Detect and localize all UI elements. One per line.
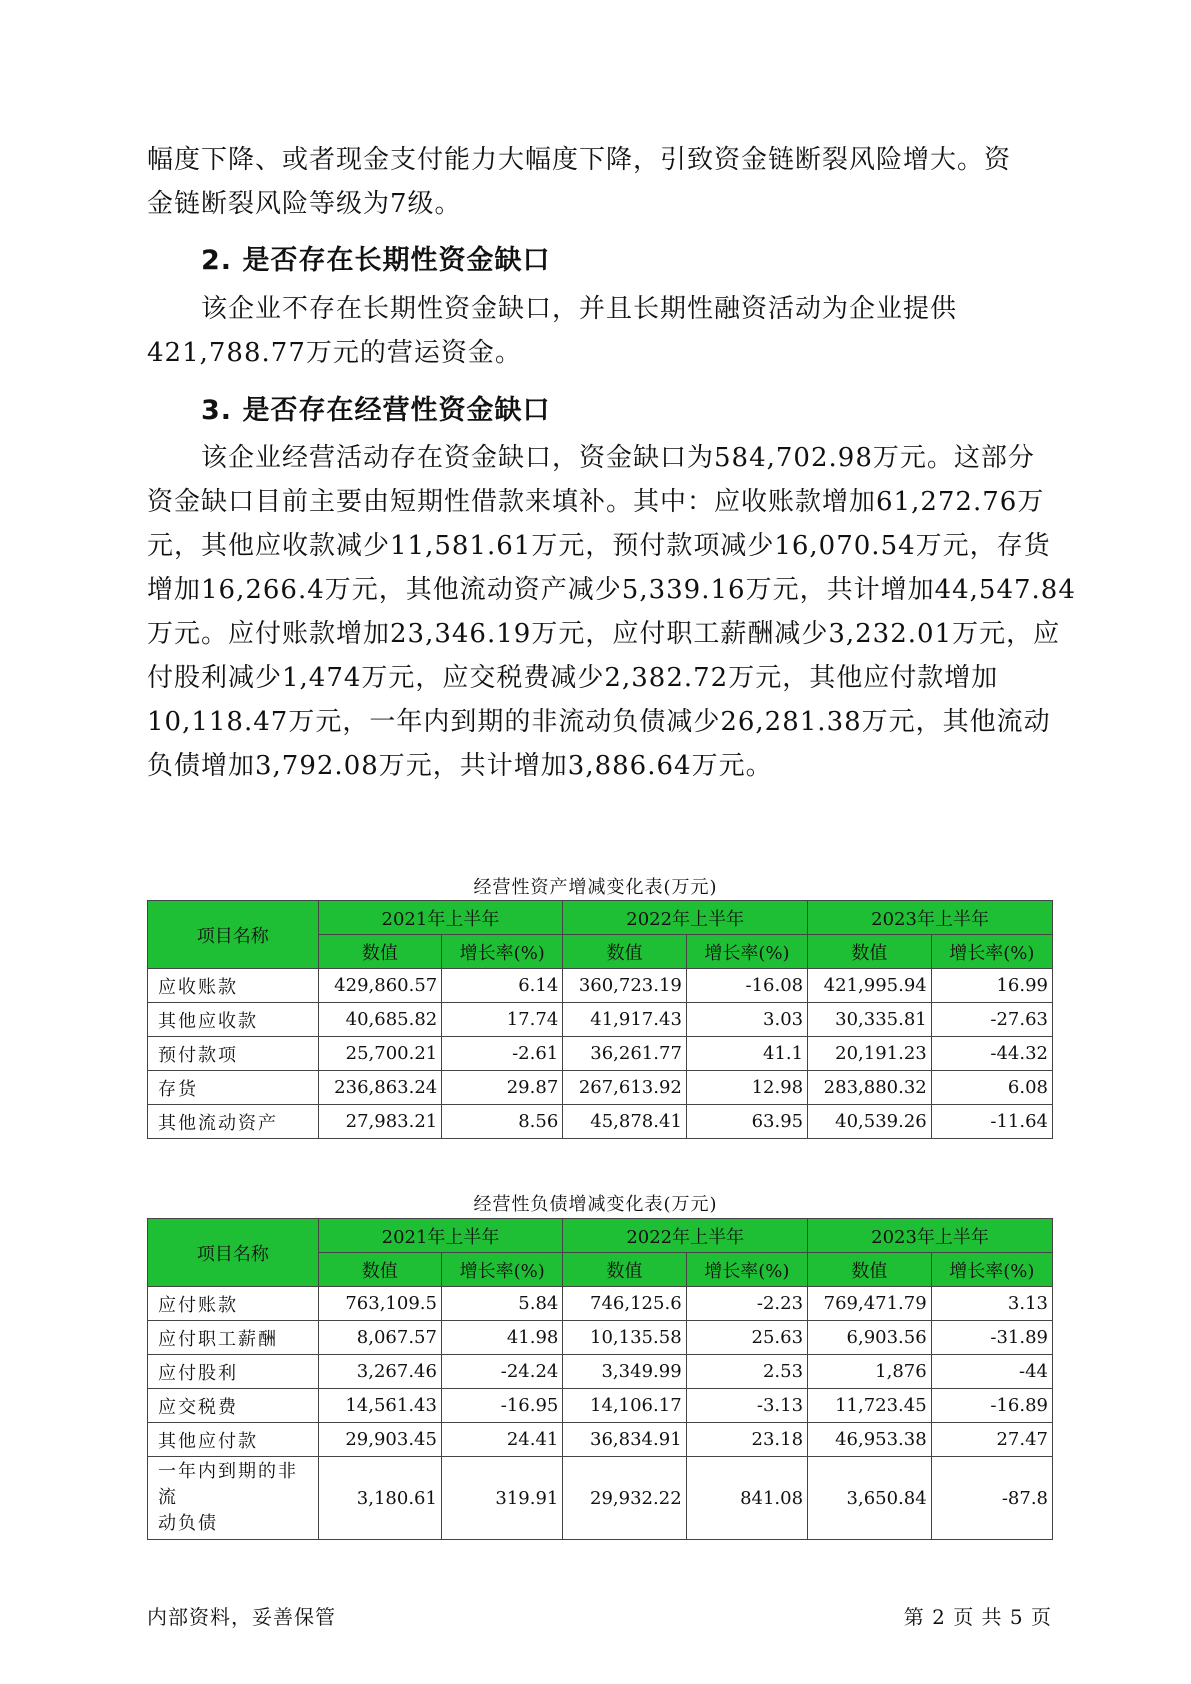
value-cell: 236,863.24 bbox=[318, 1071, 442, 1105]
period-header: 2023年上半年 bbox=[808, 1219, 1053, 1253]
table-row bbox=[148, 1105, 1053, 1139]
table-row bbox=[148, 1389, 1053, 1423]
section-3-line: 增加16,266.4万元，其他流动资产减少5,339.16万元，共计增加44,547.84 bbox=[147, 575, 1076, 605]
growth-rate-cell: -24.24 bbox=[441, 1355, 562, 1389]
section-3-line: 10,118.47万元，一年内到期的非流动负债减少26,281.38万元，其他流动 bbox=[147, 707, 1051, 737]
row-item-name: 应收账款 bbox=[148, 969, 319, 1003]
growth-rate-cell: 6.08 bbox=[931, 1071, 1052, 1105]
growth-rate-cell: -44 bbox=[931, 1355, 1052, 1389]
growth-rate-cell: 841.08 bbox=[686, 1457, 807, 1540]
growth-rate-cell: -3.13 bbox=[686, 1389, 807, 1423]
table-row bbox=[148, 1071, 1053, 1105]
sub-header-value: 数值 bbox=[808, 935, 932, 969]
asset-change-table bbox=[147, 900, 1053, 1139]
value-cell: 45,878.41 bbox=[563, 1105, 687, 1139]
value-cell: 6,903.56 bbox=[808, 1321, 932, 1355]
row-item-name-line: 一年内到期的非流 bbox=[158, 1461, 298, 1508]
growth-rate-cell: -44.32 bbox=[931, 1037, 1052, 1071]
value-cell: 29,932.22 bbox=[563, 1457, 686, 1540]
value-cell: 36,261.77 bbox=[563, 1037, 687, 1071]
asset-table-title: 经营性资产增减变化表(万元) bbox=[473, 877, 718, 898]
sub-header-growth: 增长率(%) bbox=[686, 935, 807, 969]
row-item-name-line: 动负债 bbox=[158, 1513, 218, 1534]
row-item-name: 应付职工薪酬 bbox=[148, 1321, 319, 1355]
growth-rate-cell: 12.98 bbox=[686, 1071, 807, 1105]
growth-rate-cell: -2.61 bbox=[442, 1037, 563, 1071]
table-row bbox=[148, 1037, 1053, 1071]
section-2-paragraph bbox=[147, 287, 1047, 375]
value-cell: 3,180.61 bbox=[318, 1457, 441, 1540]
value-cell: 267,613.92 bbox=[563, 1071, 687, 1105]
intro-paragraph bbox=[147, 138, 1047, 226]
growth-rate-cell: 16.99 bbox=[931, 969, 1052, 1003]
growth-rate-cell: -11.64 bbox=[931, 1105, 1052, 1139]
section-3-line: 元，其他应收款减少11,581.61万元，预付款项减少16,070.54万元，存货 bbox=[147, 531, 1051, 561]
section-3-line: 付股利减少1,474万元，应交税费减少2,382.72万元，其他应付款增加 bbox=[147, 663, 999, 693]
growth-rate-cell: -31.89 bbox=[931, 1321, 1052, 1355]
growth-rate-cell: 3.13 bbox=[931, 1287, 1052, 1321]
sub-header-value: 数值 bbox=[808, 1253, 932, 1287]
growth-rate-cell: 25.63 bbox=[686, 1321, 807, 1355]
value-cell: 763,109.5 bbox=[318, 1287, 441, 1321]
sub-header-growth: 增长率(%) bbox=[441, 1253, 562, 1287]
row-item-name: 应付股利 bbox=[148, 1355, 319, 1389]
growth-rate-cell: 41.1 bbox=[686, 1037, 807, 1071]
growth-rate-cell: 63.95 bbox=[686, 1105, 807, 1139]
value-cell: 429,860.57 bbox=[318, 969, 442, 1003]
sub-header-growth: 增长率(%) bbox=[931, 935, 1052, 969]
table-row bbox=[148, 1457, 1053, 1540]
growth-rate-cell: -87.8 bbox=[931, 1457, 1052, 1540]
section-2-line: 该企业不存在长期性资金缺口，并且长期性融资活动为企业提供 bbox=[201, 294, 958, 324]
section-2-line: 421,788.77万元的营运资金。 bbox=[147, 338, 522, 368]
growth-rate-cell: 24.41 bbox=[441, 1423, 562, 1457]
value-cell: 8,067.57 bbox=[318, 1321, 441, 1355]
period-header: 2021年上半年 bbox=[318, 1219, 563, 1253]
value-cell: 11,723.45 bbox=[808, 1389, 932, 1423]
table-row bbox=[148, 1287, 1053, 1321]
growth-rate-cell: 6.14 bbox=[442, 969, 563, 1003]
period-header: 2021年上半年 bbox=[318, 901, 563, 935]
value-cell: 27,983.21 bbox=[318, 1105, 442, 1139]
value-cell: 3,267.46 bbox=[318, 1355, 441, 1389]
footer-page-number: 第 2 页 共 5 页 bbox=[903, 1605, 1052, 1629]
row-item-name bbox=[148, 1457, 319, 1540]
value-cell: 20,191.23 bbox=[808, 1037, 932, 1071]
growth-rate-cell: 41.98 bbox=[441, 1321, 562, 1355]
growth-rate-cell: 3.03 bbox=[686, 1003, 807, 1037]
liability-change-table bbox=[147, 1218, 1053, 1540]
growth-rate-cell: 2.53 bbox=[686, 1355, 807, 1389]
table-row bbox=[148, 1423, 1053, 1457]
section-3-line: 负债增加3,792.08万元，共计增加3,886.64万元。 bbox=[147, 751, 773, 781]
value-cell: 41,917.43 bbox=[563, 1003, 687, 1037]
growth-rate-cell: -16.89 bbox=[931, 1389, 1052, 1423]
value-cell: 283,880.32 bbox=[808, 1071, 932, 1105]
period-header: 2023年上半年 bbox=[808, 901, 1053, 935]
liability-table-title: 经营性负债增减变化表(万元) bbox=[473, 1194, 718, 1215]
sub-header-value: 数值 bbox=[318, 935, 442, 969]
section-2-heading: 2. 是否存在长期性资金缺口 bbox=[201, 245, 551, 276]
value-cell: 3,349.99 bbox=[563, 1355, 686, 1389]
value-cell: 1,876 bbox=[808, 1355, 932, 1389]
value-cell: 30,335.81 bbox=[808, 1003, 932, 1037]
value-cell: 40,685.82 bbox=[318, 1003, 442, 1037]
growth-rate-cell: -16.95 bbox=[441, 1389, 562, 1423]
growth-rate-cell: 5.84 bbox=[441, 1287, 562, 1321]
table-row bbox=[148, 1355, 1053, 1389]
growth-rate-cell: 27.47 bbox=[931, 1423, 1052, 1457]
value-cell: 14,106.17 bbox=[563, 1389, 686, 1423]
value-cell: 3,650.84 bbox=[808, 1457, 932, 1540]
sub-header-value: 数值 bbox=[563, 1253, 686, 1287]
row-item-name: 应付账款 bbox=[148, 1287, 319, 1321]
value-cell: 36,834.91 bbox=[563, 1423, 686, 1457]
section-3-line: 万元。应付账款增加23,346.19万元，应付职工薪酬减少3,232.01万元，应 bbox=[147, 619, 1061, 649]
table-row bbox=[148, 969, 1053, 1003]
section-3-paragraph bbox=[147, 436, 1076, 788]
row-item-name: 存货 bbox=[148, 1071, 319, 1105]
growth-rate-cell: 319.91 bbox=[441, 1457, 562, 1540]
intro-line: 金链断裂风险等级为7级。 bbox=[147, 189, 462, 219]
growth-rate-cell: -16.08 bbox=[686, 969, 807, 1003]
growth-rate-cell: 23.18 bbox=[686, 1423, 807, 1457]
column-header-item-name: 项目名称 bbox=[148, 1219, 319, 1287]
table-row bbox=[148, 1321, 1053, 1355]
section-3-heading: 3. 是否存在经营性资金缺口 bbox=[201, 395, 551, 426]
value-cell: 46,953.38 bbox=[808, 1423, 932, 1457]
value-cell: 421,995.94 bbox=[808, 969, 932, 1003]
sub-header-value: 数值 bbox=[563, 935, 687, 969]
row-item-name: 其他应付款 bbox=[148, 1423, 319, 1457]
footer-confidential-note: 内部资料，妥善保管 bbox=[147, 1605, 336, 1629]
row-item-name: 预付款项 bbox=[148, 1037, 319, 1071]
growth-rate-cell: 29.87 bbox=[442, 1071, 563, 1105]
sub-header-growth: 增长率(%) bbox=[931, 1253, 1052, 1287]
value-cell: 29,903.45 bbox=[318, 1423, 441, 1457]
sub-header-growth: 增长率(%) bbox=[686, 1253, 807, 1287]
section-3-line: 资金缺口目前主要由短期性借款来填补。其中：应收账款增加61,272.76万 bbox=[147, 487, 1045, 517]
value-cell: 769,471.79 bbox=[808, 1287, 932, 1321]
growth-rate-cell: 8.56 bbox=[442, 1105, 563, 1139]
growth-rate-cell: -2.23 bbox=[686, 1287, 807, 1321]
row-item-name: 其他应收款 bbox=[148, 1003, 319, 1037]
value-cell: 14,561.43 bbox=[318, 1389, 441, 1423]
period-header: 2022年上半年 bbox=[563, 1219, 808, 1253]
row-item-name: 其他流动资产 bbox=[148, 1105, 319, 1139]
growth-rate-cell: -27.63 bbox=[931, 1003, 1052, 1037]
value-cell: 360,723.19 bbox=[563, 969, 687, 1003]
asset-table-body bbox=[148, 969, 1053, 1139]
row-item-name: 应交税费 bbox=[148, 1389, 319, 1423]
intro-line: 幅度下降、或者现金支付能力大幅度下降，引致资金链断裂风险增大。资 bbox=[147, 145, 1012, 175]
sub-header-growth: 增长率(%) bbox=[442, 935, 563, 969]
liability-table-body bbox=[148, 1287, 1053, 1540]
value-cell: 746,125.6 bbox=[563, 1287, 686, 1321]
value-cell: 40,539.26 bbox=[808, 1105, 932, 1139]
column-header-item-name: 项目名称 bbox=[148, 901, 319, 969]
sub-header-value: 数值 bbox=[318, 1253, 441, 1287]
section-3-line: 该企业经营活动存在资金缺口，资金缺口为584,702.98万元。这部分 bbox=[201, 443, 1035, 473]
value-cell: 10,135.58 bbox=[563, 1321, 686, 1355]
value-cell: 25,700.21 bbox=[318, 1037, 442, 1071]
table-row bbox=[148, 1003, 1053, 1037]
period-header: 2022年上半年 bbox=[563, 901, 808, 935]
growth-rate-cell: 17.74 bbox=[442, 1003, 563, 1037]
